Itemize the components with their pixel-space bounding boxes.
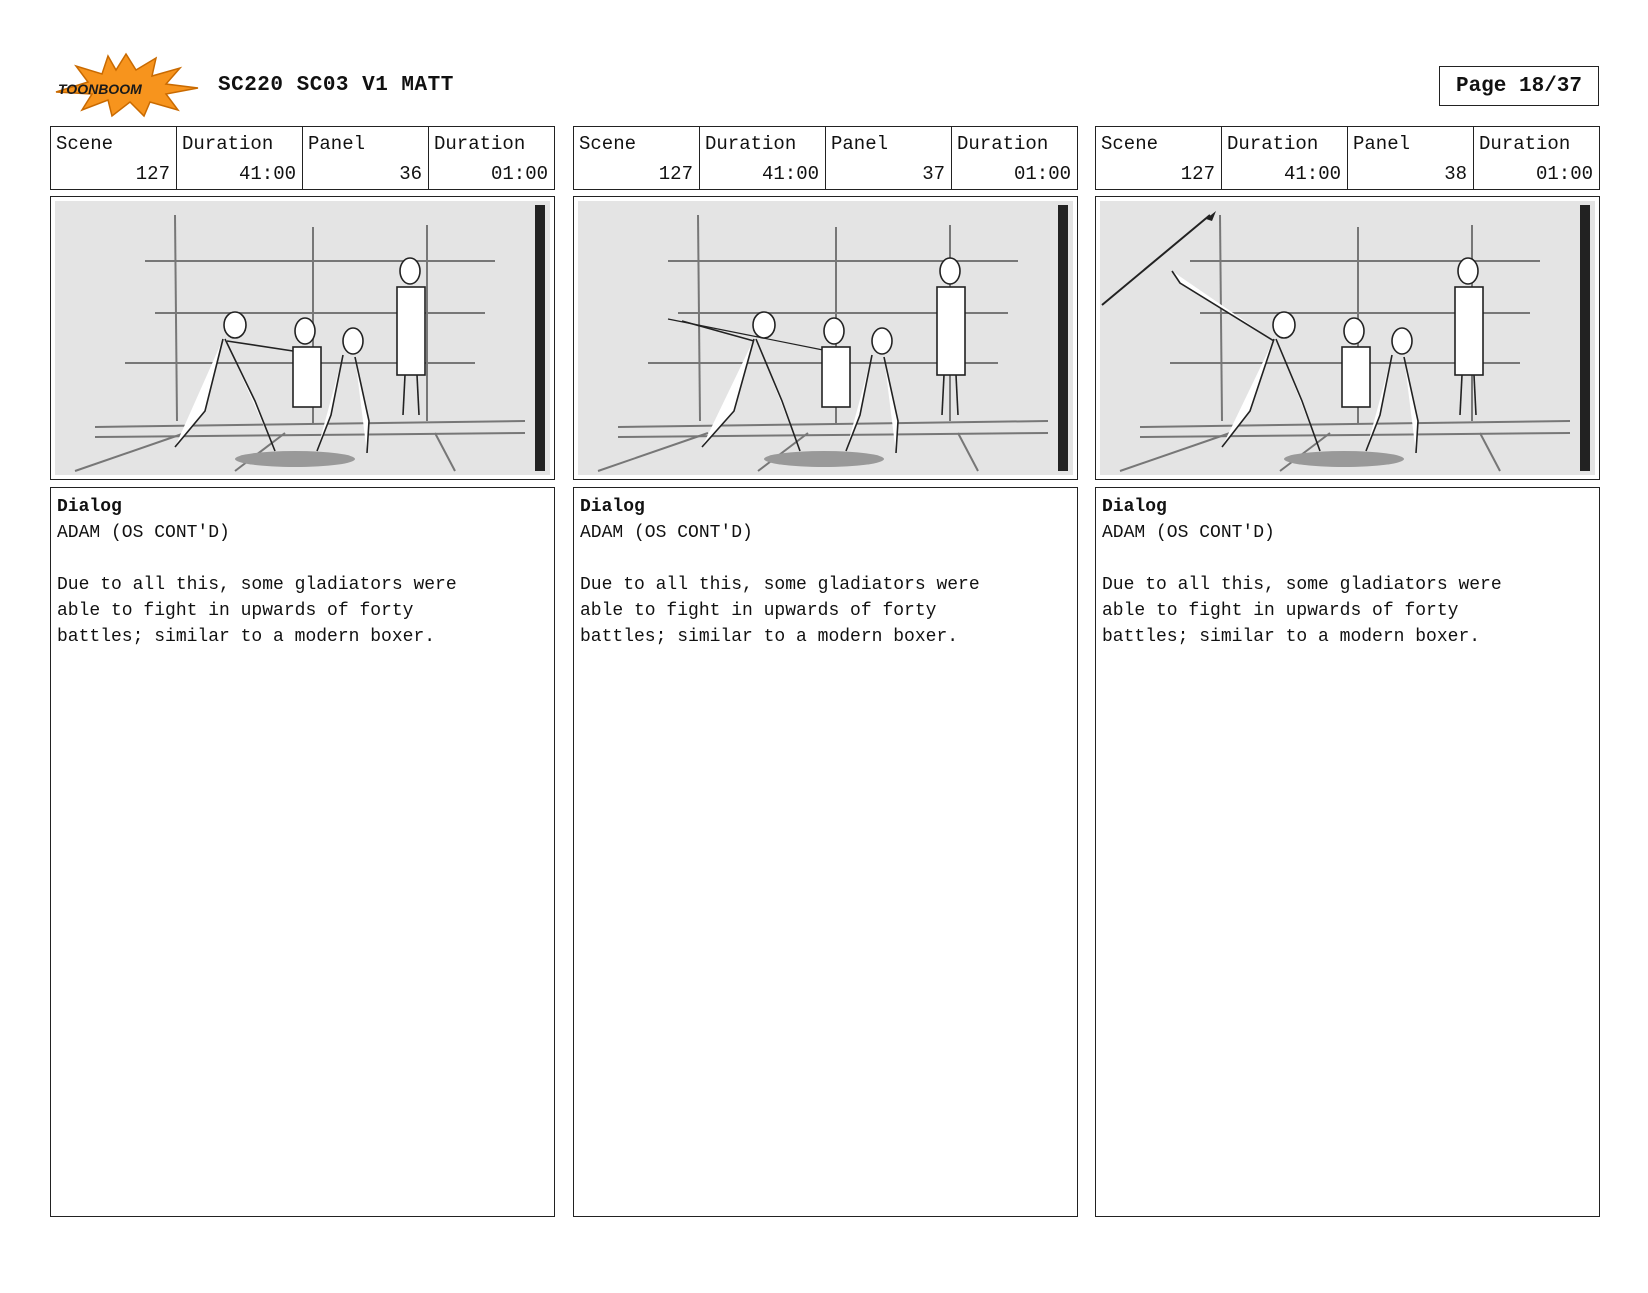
dialog-text: Due to all this, some gladiators were able to fight in upwards of forty battles; similar to a modern boxer.: [57, 575, 457, 647]
sketch-frame: [1095, 196, 1600, 480]
panel-duration: 01:00: [490, 163, 548, 185]
panel-duration-cell: [429, 127, 554, 189]
duration-label: Duration: [434, 133, 526, 155]
scene-number: 127: [1180, 163, 1215, 185]
scene-number: 127: [135, 163, 170, 185]
dialog-box: [573, 487, 1078, 1217]
dialog-heading: Dialog: [57, 497, 122, 517]
panel-label: Panel: [1353, 133, 1411, 155]
dialog-speaker: ADAM (OS CONT'D): [57, 523, 230, 543]
storyboard-panel: [1095, 126, 1600, 1217]
duration-label: Duration: [1479, 133, 1571, 155]
scene-label: Scene: [579, 133, 637, 155]
sketch-image: [578, 201, 1073, 475]
duration-label: Duration: [182, 133, 274, 155]
scene-label: Scene: [1101, 133, 1159, 155]
panel-duration: 01:00: [1013, 163, 1071, 185]
sketch-frame: [50, 196, 555, 480]
panel-cell: [303, 127, 429, 189]
sketch-image: [55, 201, 550, 475]
panel-info-row: [50, 126, 555, 190]
dialog-box: [1095, 487, 1600, 1217]
panel-cell: [1348, 127, 1474, 189]
storyboard-panel: [573, 126, 1078, 1217]
scene-cell: [1096, 127, 1222, 189]
scene-number: 127: [658, 163, 693, 185]
panel-cell: [826, 127, 952, 189]
toonboom-logo: [52, 52, 200, 118]
scene-cell: [51, 127, 177, 189]
dialog-text: Due to all this, some gladiators were able to fight in upwards of forty battles; similar to a modern boxer.: [1102, 575, 1502, 647]
scene-duration-cell: [177, 127, 303, 189]
duration-label: Duration: [1227, 133, 1319, 155]
dialog-text: Due to all this, some gladiators were able to fight in upwards of forty battles; similar to a modern boxer.: [580, 575, 980, 647]
dialog-heading: Dialog: [580, 497, 645, 517]
panel-info-row: [573, 126, 1078, 190]
scene-duration-cell: [1222, 127, 1348, 189]
dialog-heading: Dialog: [1102, 497, 1167, 517]
document-title: SC220 SC03 V1 MATT: [218, 74, 454, 97]
storyboard-panel: [50, 126, 555, 1217]
scene-duration-cell: [700, 127, 826, 189]
logo-text: TOONBOOM: [58, 81, 142, 97]
scene-label: Scene: [56, 133, 114, 155]
panel-number: 38: [1444, 163, 1467, 185]
sketch-image: [1100, 201, 1595, 475]
panel-label: Panel: [308, 133, 366, 155]
dialog-box: [50, 487, 555, 1217]
scene-duration: 41:00: [761, 163, 819, 185]
scene-duration: 41:00: [1283, 163, 1341, 185]
scene-cell: [574, 127, 700, 189]
page-label: Page: [1455, 74, 1507, 98]
scene-duration: 41:00: [238, 163, 296, 185]
duration-label: Duration: [705, 133, 797, 155]
dialog-speaker: ADAM (OS CONT'D): [1102, 523, 1275, 543]
panel-number: 37: [922, 163, 945, 185]
page-number: 18/37: [1519, 74, 1583, 98]
panel-duration: 01:00: [1535, 163, 1593, 185]
panel-duration-cell: [1474, 127, 1599, 189]
dialog-speaker: ADAM (OS CONT'D): [580, 523, 753, 543]
panel-info-row: [1095, 126, 1600, 190]
sketch-frame: [573, 196, 1078, 480]
panel-duration-cell: [952, 127, 1077, 189]
page-indicator: [1439, 66, 1599, 106]
duration-label: Duration: [957, 133, 1049, 155]
panel-number: 36: [399, 163, 422, 185]
panel-label: Panel: [831, 133, 889, 155]
